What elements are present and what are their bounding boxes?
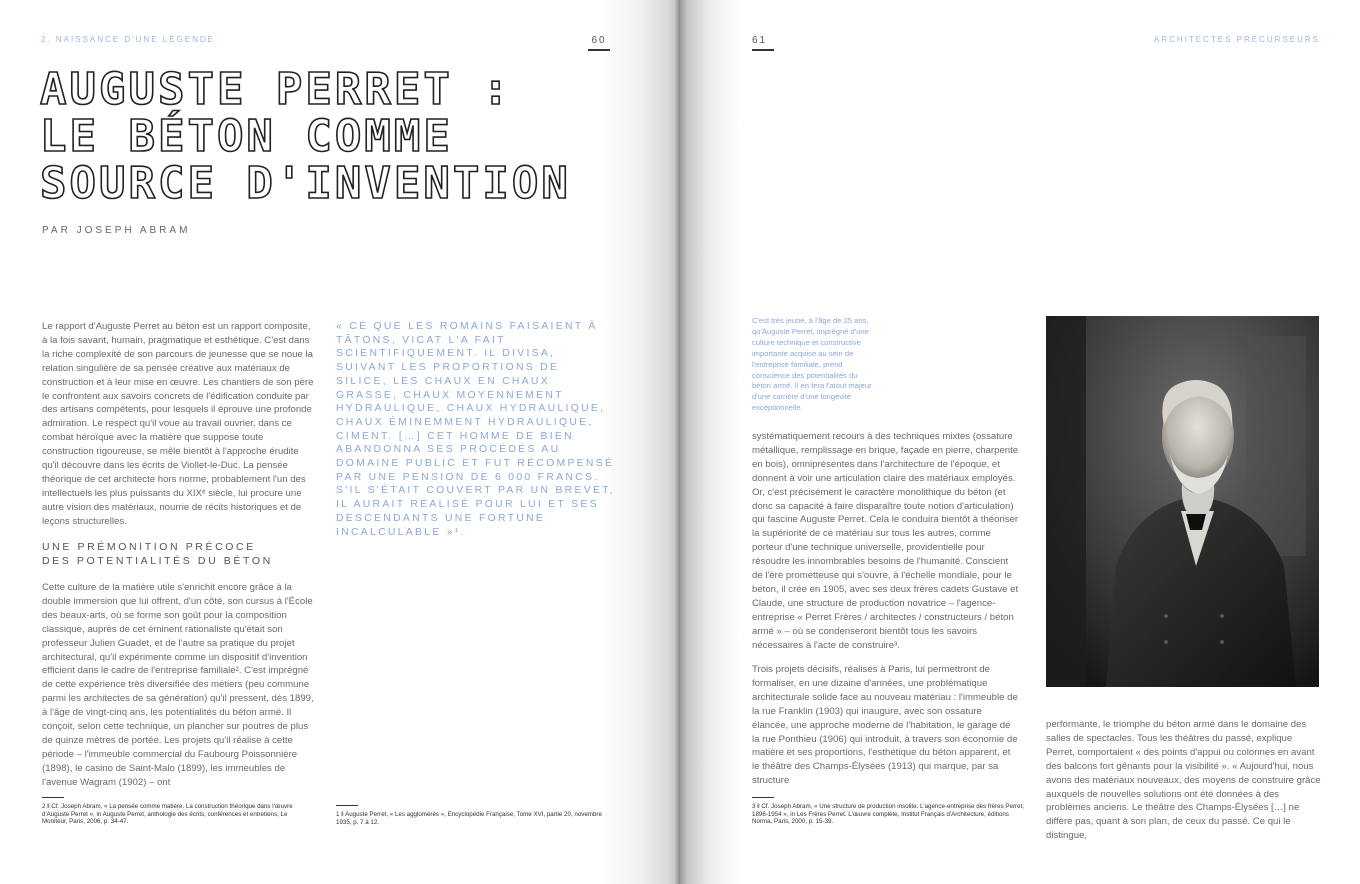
right-paragraph-2: Trois projets décisifs, réalisés à Paris, lui permettront de formaliser, en une dizaine d'années, une problématique architecturale solide face au nouveau matériau : l'immeuble de la rue Franklin (1903) qui inaugure, avec son ossature élancée, une approche moderne de l'habitation, le garage de la rue Ponthieu (1906) qui introduit, à travers son économie de matière et ses proportions, l'esthétique du béton apparent, et le théâtre des Champs-Élysées (1913) qui marque, par sa structure (752, 664, 1018, 787)
byline: PAR JOSEPH ABRAM (42, 225, 191, 236)
pull-quote: « CE QUE LES ROMAINS FAISAIENT À TÂTONS, VICAT L'A FAIT SCIENTIFIQUEMENT. IL DIVISA, SUIVANT LES PROPORTIONS DE SILICE, LES CHAUX EN CHAUX GRASSE, CHAUX MOYENNEMENT HYDRAULIQUE, CHAUX HYDRAULIQUE, CHAUX ÉMINEMMENT HYDRAULIQUE, CIMENT. […] CET HOMME DE BIEN ABANDONNA SES PROCÉDÉS AU DOMAINE PUBLIC ET FUT RÉCOMPENSÉ PAR UNE PENSION DE 6 000 FRANCS. S'IL S'ÉTAIT COUVERT PAR UN BREVET, IL AURAIT RÉALISÉ POUR LUI ET SES DESCENDANTS UNE FORTUNE INCALCULABLE »¹. (336, 321, 615, 538)
footnote-2: 2 ‖ Cf. Joseph Abram, « La pensée comme matière. La construction théorique dans l'œuvre d'Auguste Perret », in Auguste Perret, anthologie des écrits, conférences et entretiens, Le Moniteur, Paris, 2006, p. 34-47. (42, 803, 293, 826)
title-line-3: SOURCE D'INVENTION (40, 158, 571, 209)
footnote-3: 3 ‖ Cf. Joseph Abram, « Une structure de production insolite. L'agence-entreprise des frères Perret, 1896-1954 », in Les Frères Perret. L'œuvre complète, Institut Français d'Architecture, éditions Norma, Paris, 2000, p. 15-39. (752, 803, 1025, 826)
portrait-auguste-perret-image (1046, 316, 1319, 687)
running-head-left: 2. NAISSANCE D'UNE LÉGENDE (41, 35, 216, 44)
footnote-rule-left (42, 797, 64, 798)
page-number-60: 60 (588, 35, 610, 51)
photo-caption: C'est très jeune, à l'âge de 25 ans, qu'Auguste Perret, imprégné d'une culture technique et constructive importante acquise au sein de l'entreprise familiale, prend conscience des potentialités du béton armé. Il en fera l'atout majeur d'une carrière d'une longévité exceptionnelle. (752, 316, 872, 413)
footnote-rule-right (752, 797, 774, 798)
intro-paragraph: Le rapport d'Auguste Perret au béton est un rapport composite, à la fois savant, humain, pragmatique et esthétique. C'est dans la riche complexité de son parcours de jeunesse que se noue la relation singulière de sa pensée créative aux matériaux de construction et à leur mise en œuvre. Les chantiers de son père le confrontent aux savoirs concrets de l'édification conduite par des artisans compétents, pour lesquels il éprouve une profonde admiration. Le respect qu'il voue au travail ouvrier, dans ce combat héroïque avec la matière que suppose toute construction rigoureuse, se mêle bientôt à l'approche érudite qu'il découvre dans les écrits de Viollet-le-Duc. La pensée théorique de cet architecte hors norme, probablement l'un des intellectuels les plus puissants du XIXᵉ siècle, lui procure une autre vision des matériaux, nourrie de récits historiques et de leçons structurelles. (42, 321, 314, 527)
page-number-61: 61 (752, 35, 774, 51)
article-title (40, 66, 600, 207)
title-line-1: AUGUSTE PERRET : (40, 64, 512, 115)
running-head-right: ARCHITECTES PRÉCURSEURS (1153, 35, 1320, 44)
title-line-2: LE BÉTON COMME (40, 111, 453, 162)
section-subhead (42, 540, 273, 568)
subhead-line-1: UNE PRÉMONITION PRÉCOCE (42, 541, 256, 553)
portrait-photo (1046, 316, 1319, 687)
footnote-1: 1 ‖ Auguste Perret, « Les agglomérés », Encyclopédie Française, Tome XVI, partie 20, novembre 1935, p. 7 à 12. (336, 811, 602, 826)
footnote-rule-middle (336, 805, 358, 806)
right-paragraph-3: performante, le triomphe du béton armé dans le domaine des salles de spectacles. Tous les théâtres du passé, explique Perret, comportaient « des points d'appui ou colonnes en avant des balcons fort gênants pour la visibilité ». « Aujourd'hui, nous avons des matériaux nouveaux, des moyens de construire grâce auxquels de nouvelles solutions ont été données à des problèmes anciens. Le théâtre des Champs-Élysées […] ne diffère pas, quant à son plan, de ceux du passé. Ce qui le distingue, (1046, 719, 1321, 842)
right-page (680, 0, 1360, 884)
right-paragraph-1: systématiquement recours à des techniques mixtes (ossature métallique, remplissage en brique, façade en pierre, charpente en bois), omniprésentes dans l'architecture de l'époque, et donnent à voir une articulation claire des matériaux employés. Or, c'est précisément le caractère monolithique du béton (et donc sa capacité à faire disparaître toute notion d'articulation) qui fascine Auguste Perret. Cela le conduira bientôt à théoriser la supériorité de ce matériau sur tous les autres, comme porteur d'une technique universelle, providentielle pour résoudre les innombrables besoins de l'humanité. Conscient de l'ère prometteuse qui s'ouvre, à l'échelle mondiale, pour le béton, il crée en 1905, avec ses deux frères cadets Gustave et Claude, une structure de production novatrice – l'agence-entreprise « Perret Frères / architectes / constructeurs / béton armé » – où se condenseront bientôt tous les savoirs nécessaires à l'acte de construire³. (752, 431, 1019, 651)
section-paragraph: Cette culture de la matière utile s'enrichit encore grâce à la double immersion que lui offrent, d'un côté, son cursus à l'École des beaux-arts, où se forme son goût pour la composition classique, auprès de cet éminent rationaliste qu'était son professeur Julien Guadet, et de l'autre sa pratique du projet architectural, qu'il expérimente comme un dispositif d'invention efficient dans le cadre de l'entreprise familiale². C'est imprégné de cette expérience très diversifiée des métiers (peu commune parmi les architectes de sa génération) qu'il pressent, dès 1899, à l'âge de vingt-cinq ans, les potentialités du béton armé. Il conçoit, selon cette technique, un plancher sur poutres de plus de quinze mètres de portée. Les projets qu'il réalise à cette période – l'immeuble commercial du Faubourg Poissonnière (1898), le casino de Saint-Malo (1899), les immeubles de l'avenue Wagram (1902) – ont (42, 582, 314, 788)
subhead-line-2: DES POTENTIALITÉS DU BÉTON (42, 555, 273, 567)
